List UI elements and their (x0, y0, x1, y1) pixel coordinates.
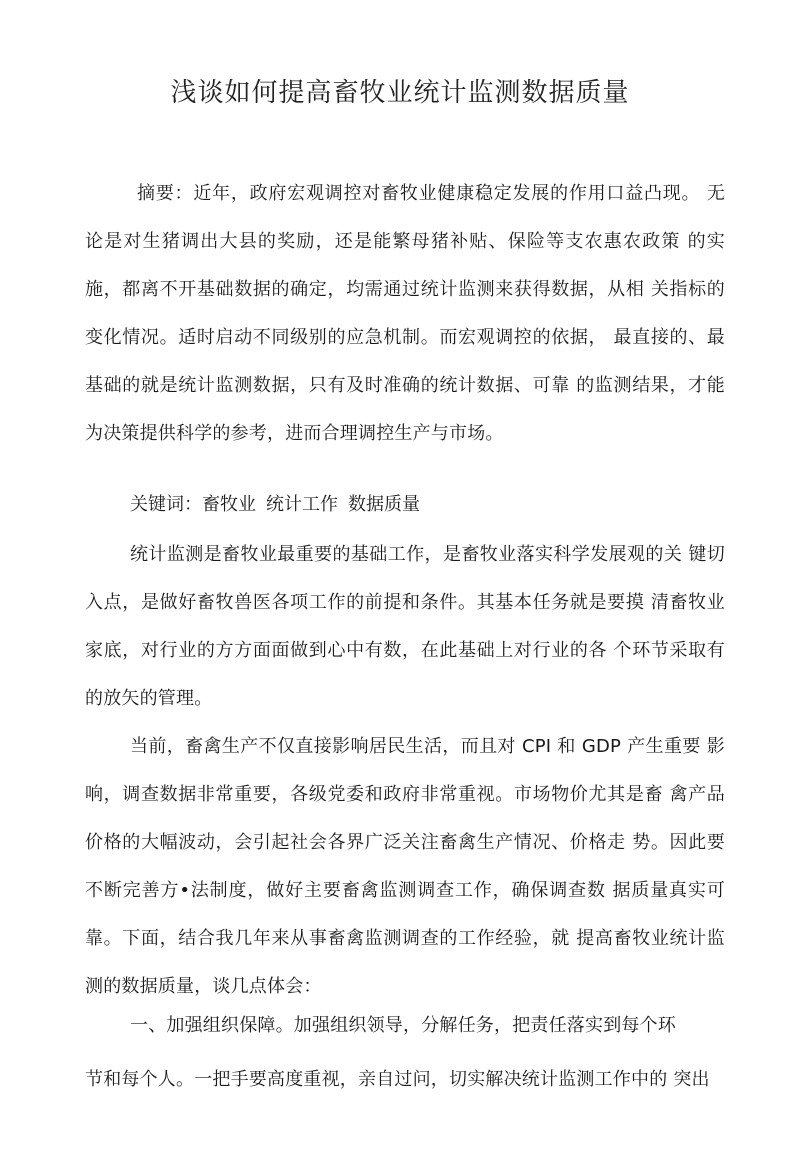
body-paragraph: 节和每个人。一把手要高度重视，亲自过问，切实解决统计监测工作中的 突出 (85, 1069, 710, 1090)
body-paragraph: 当前，畜禽生产不仅直接影响居民生活，而且对 CPI 和 GDP 产生重要 影响，调查数据非常重要，各级党委和政府非常重视。市场物价尤其是畜 禽产品价格的大幅波动，会引起社会各界广泛关注畜禽生产情况、价格走 势。因此要不断完善方•法制度，做好主要畜禽监测调查工作，确保调查数 据质量真实可靠。下面，结合我几年来从事畜禽监测调查的工作经验，就 提高畜牧业统计监测的数据质量，谈几点体会： (85, 736, 725, 997)
keywords-label: 关键词： (130, 494, 202, 515)
keyword-item: 畜牧业 (202, 494, 256, 515)
keywords-line (130, 490, 420, 520)
body-paragraph: 统计监测是畜牧业最重要的基础工作，是畜牧业落实科学发展观的关 键切入点，是做好畜牧兽医各项工作的前提和条件。其基本任务就是要摸 清畜牧业家底，对行业的方方面面做到心中有数，在此基础上对行业的各 个环节采取有的放矢的管理。 (85, 544, 725, 709)
body-paragraph: 一、加强组织保障。加强组织领导，分解任务，把责任落实到每个环 (130, 1015, 676, 1036)
keyword-item: 统计工作 (266, 494, 338, 515)
abstract-paragraph: 摘要：近年，政府宏观调控对畜牧业健康稳定发展的作用口益凸现。 无论是对生猪调出大县的奖励，还是能繁母猪补贴、保险等支农惠农政策 的实施，都离不开基础数据的确定，均需通过统计监测来获得数据，从相 关指标的变化情况。适时启动不同级别的应急机制。而宏观调控的依据， 最直接的、最基础的就是统计监测数据，只有及时准确的统计数据、可靠 的监测结果，才能为决策提供科学的参考，进而合理调控生产与市场。 (85, 183, 725, 444)
keyword-item: 数据质量 (348, 494, 420, 515)
document-title: 浅谈如何提高畜牧业统计监测数据质量 (170, 78, 630, 108)
